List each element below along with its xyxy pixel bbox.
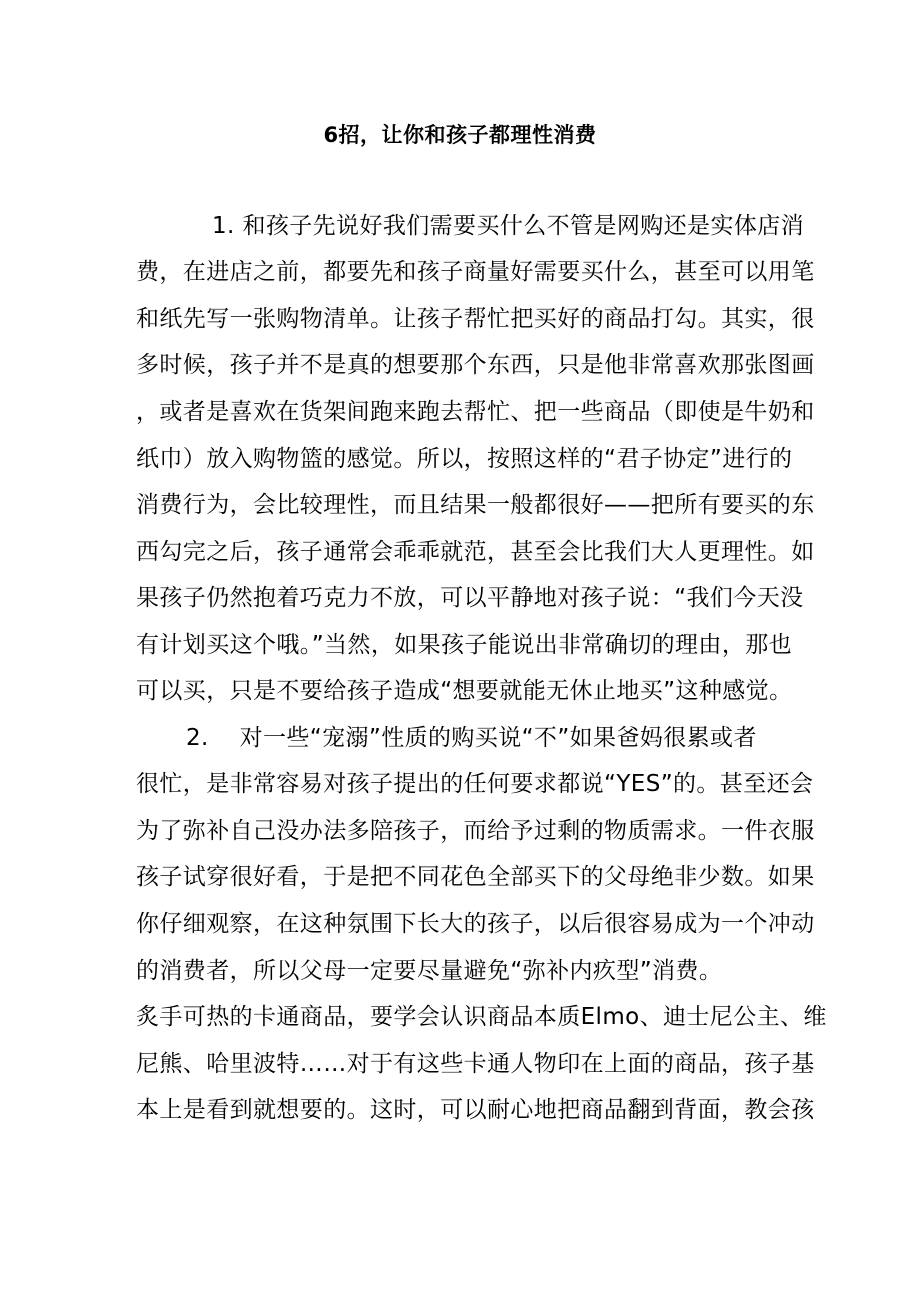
paragraph-line: 为了弥补自己没办法多陪孩子，而给予过剩的物质需求。一件衣服 [136,818,815,844]
paragraph-line: 很忙，是非常容易对孩子提出的任何要求都说“YES”的。甚至还会 [136,771,814,797]
paragraph-line: 2. 对一些“宠溺”性质的购买说“不”如果爸妈很累或者 [186,725,757,751]
paragraph-line: 西勾完之后，孩子通常会乖乖就范，甚至会比我们大人更理性。如 [136,539,815,565]
paragraph-line: 纸巾）放入购物篮的感觉。所以，按照这样的“君子协定”进行的 [136,446,793,472]
paragraph-line: ，或者是喜欢在货架间跑来跑去帮忙、把一些商品（即使是牛奶和 [136,399,815,425]
paragraph-line: 本上是看到就想要的。这时，可以耐心地把商品翻到背面，教会孩 [136,1097,815,1123]
paragraph-line: 1. 和孩子先说好我们需要买什么不管是网购还是实体店消 [212,213,805,239]
document-title: 6招，让你和孩子都理性消费 [323,123,597,147]
paragraph-line: 你仔细观察，在这种氛围下长大的孩子，以后很容易成为一个冲动 [136,911,815,937]
paragraph-line: 多时候，孩子并不是真的想要那个东西，只是他非常喜欢那张图画 [136,352,815,378]
paragraph-line: 的消费者，所以父母一定要尽量避免“弥补内疚型”消费。 [136,958,723,984]
paragraph-line: 炙手可热的卡通商品，要学会认识商品本质Elmo、迪士尼公主、维 [136,1004,827,1030]
paragraph-line: 孩子试穿很好看，于是把不同花色全部买下的父母绝非少数。如果 [136,864,815,890]
paragraph-line: 尼熊、哈里波特……对于有这些卡通人物印在上面的商品，孩子基 [136,1051,815,1077]
paragraph-line: 消费行为，会比较理性，而且结果一般都很好——把所有要买的东 [136,492,815,518]
paragraph-line: 有计划买这个哦。”当然，如果孩子能说出非常确切的理由，那也 [136,632,793,658]
paragraph-line: 可以买，只是不要给孩子造成“想要就能无休止地买”这种感觉。 [136,678,793,704]
paragraph-line: 费，在进店之前，都要先和孩子商量好需要买什么，甚至可以用笔 [136,259,815,285]
paragraph-line: 果孩子仍然抱着巧克力不放，可以平静地对孩子说：“我们今天没 [136,585,804,611]
paragraph-line: 和纸先写一张购物清单。让孩子帮忙把买好的商品打勾。其实，很 [136,306,815,332]
